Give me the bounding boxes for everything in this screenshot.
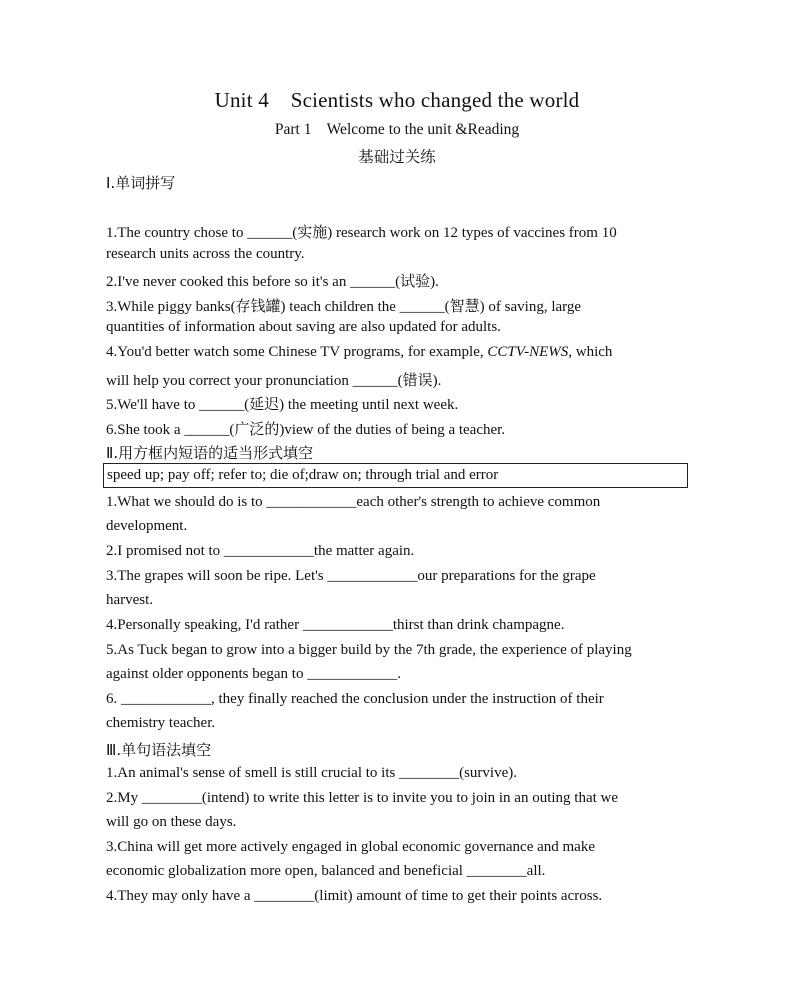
question-line: 3.The grapes will soon be ripe. Let's ____________our preparations for the grape [106, 568, 596, 584]
question-line: 3.China will get more actively engaged in global economic governance and make [106, 839, 595, 855]
question-line: 3.While piggy banks(存钱罐) teach children the ______(智慧) of saving, large [106, 299, 582, 315]
section-heading-phrases: Ⅱ.用方框内短语的适当形式填空 [106, 444, 314, 462]
italic-program-name: CCTV-NEWS [487, 344, 569, 360]
section-heading-grammar: Ⅲ.单句语法填空 [106, 741, 212, 759]
page-title: Unit 4 Scientists who changed the world [214, 88, 580, 112]
section-subtitle: 基础过关练 [358, 148, 436, 166]
question-line: will help you correct your pronunciation ______(错误). [106, 373, 442, 389]
phrase-list: speed up; pay off; refer to; die of;draw on; through trial and error [107, 467, 499, 483]
question-line: quantities of information about saving are also updated for adults. [106, 319, 501, 335]
page-subtitle: Part 1 Welcome to the unit &Reading [274, 121, 520, 138]
question-line: 2.I've never cooked this before so it's an ______(试验). [106, 274, 439, 290]
question-line: 6. ____________, they finally reached the conclusion under the instruction of their [106, 691, 604, 707]
question-text: , which [568, 344, 613, 360]
question-text: 4.You'd better watch some Chinese TV programs, for example, [106, 344, 488, 360]
question-line: 1.What we should do is to ____________each other's strength to achieve common [106, 494, 601, 510]
question-line: 2.I promised not to ____________the matter again. [106, 543, 415, 559]
question-line: development. [106, 518, 188, 534]
question-line: 5.As Tuck began to grow into a bigger build by the 7th grade, the experience of playing [106, 642, 632, 658]
question-line: 4.Personally speaking, I'd rather ____________thirst than drink champagne. [106, 617, 565, 633]
section-heading-spelling: Ⅰ.单词拼写 [106, 174, 176, 192]
question-line [106, 344, 612, 361]
question-line: 2.My ________(intend) to write this letter is to invite you to join in an outing that we [106, 790, 619, 806]
question-line: research units across the country. [106, 246, 305, 262]
question-line: 1.The country chose to ______(实施) research work on 12 types of vaccines from 10 [106, 225, 617, 241]
question-line: harvest. [106, 592, 154, 608]
phrase-box [103, 463, 688, 488]
question-line: will go on these days. [106, 814, 237, 830]
question-line: 1.An animal's sense of smell is still crucial to its ________(survive). [106, 765, 517, 781]
question-line: 5.We'll have to ______(延迟) the meeting until next week. [106, 397, 459, 413]
question-line: chemistry teacher. [106, 715, 216, 731]
question-line: 4.They may only have a ________(limit) amount of time to get their points across. [106, 888, 603, 904]
question-line: against older opponents began to ____________. [106, 666, 401, 682]
question-line: economic globalization more open, balanced and beneficial ________all. [106, 863, 546, 879]
question-line: 6.She took a ______(广泛的)view of the duties of being a teacher. [106, 422, 506, 438]
